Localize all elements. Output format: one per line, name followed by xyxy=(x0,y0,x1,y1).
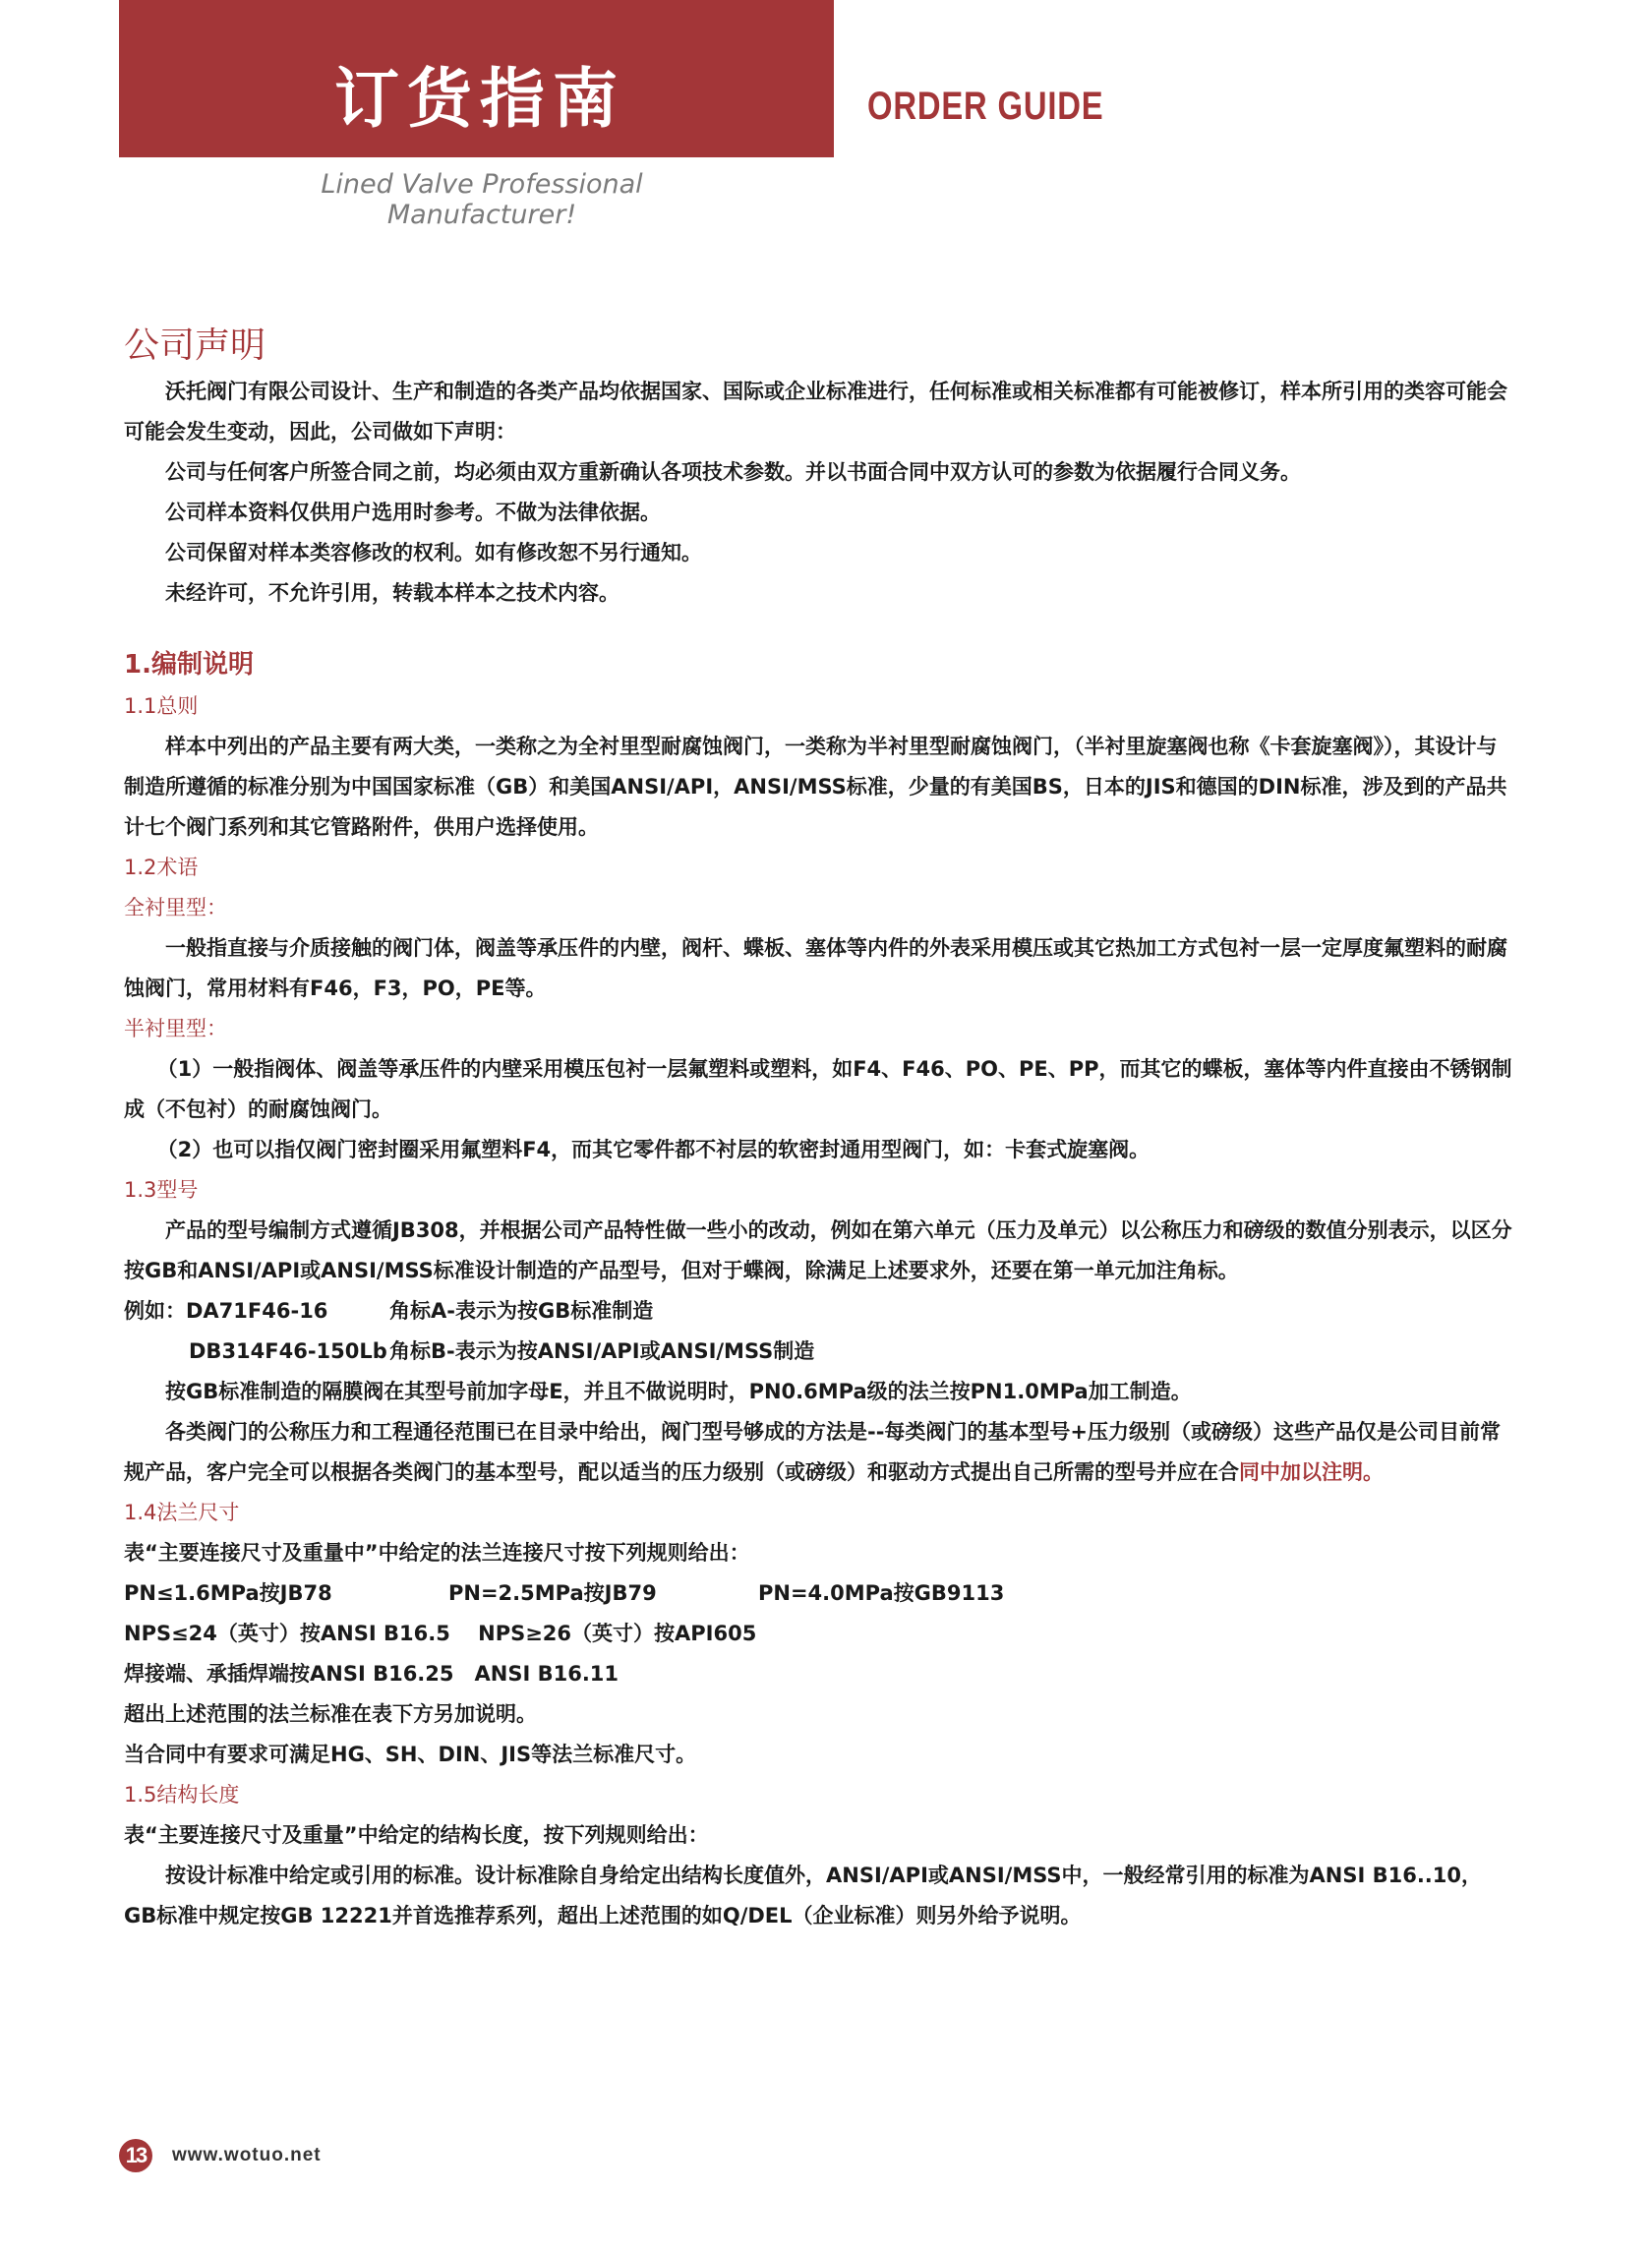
paragraph: 按GB标准制造的隔膜阀在其型号前加字母E，并且不做说明时，PN0.6MPa级的法兰按PN1.0MPa加工制造。 xyxy=(165,1380,1192,1403)
paragraph: 样本中列出的产品主要有两大类，一类称之为全衬里型耐腐蚀阀门，一类称为半衬里型耐腐蚀阀门，（半衬里旋塞阀也称《卡套旋塞阀》），其设计与制造所遵循的标准分别为中国国家标准（GB）和美国ANSI/API，ANSI/MSS标准，少量的有美国BS，日本的JIS和德国的DIN标准，涉及到的产品共计七个阀门系列和其它管路附件，供用户选择使用。 xyxy=(124,735,1507,839)
flange-rule: 当合同中有要求可满足HG、SH、DIN、JIS等法兰标准尺寸。 xyxy=(124,1743,697,1766)
paragraph: 表“主要连接尺寸及重量中”中给定的法兰连接尺寸按下列规则给出： xyxy=(124,1541,750,1565)
slogan xyxy=(295,169,669,230)
statement-paragraph: 公司与任何客户所签合同之前，均必须由双方重新确认各项技术参数。并以书面合同中双方认可的参数为依据履行合同义务。 xyxy=(165,460,1301,484)
example-line xyxy=(124,1291,1512,1332)
subsection-title: 1.4法兰尺寸 xyxy=(124,1501,240,1524)
page-title-english: ORDER GUIDE xyxy=(867,85,1104,128)
flange-rule: 焊接端、承插焊端按ANSI B16.25 ANSI B16.11 xyxy=(124,1662,620,1686)
page-title: 订货指南 xyxy=(334,61,625,137)
example-desc: 角标A-表示为按GB标准制造 xyxy=(389,1299,654,1323)
paragraph: 产品的型号编制方式遵循JB308，并根据公司产品特性做一些小的改动，例如在第六单元（压力及单元）以公称压力和磅级的数值分别表示，以区分按GB和ANSI/API或ANSI/MSS标准设计制造的产品型号，但对于蝶阀，除满足上述要求外，还要在第一单元加注角标。 xyxy=(124,1218,1512,1282)
section-heading: 1.编制说明 xyxy=(124,650,254,680)
statement-paragraph: 公司样本资料仅供用户选用时参考。不做为法律依据。 xyxy=(165,501,661,524)
subsection-title: 1.3型号 xyxy=(124,1178,199,1202)
paragraph-text: 各类阀门的公称压力和工程通径范围已在目录中给出，阀门型号够成的方法是--每类阀门的基本型号+压力级别（或磅级）这些产品仅是公司目前常规产品，客户完全可以根据各类阀门的基本型号，配以适当的压力级别（或磅级）和驱动方式提出自己所需的型号并应在合 xyxy=(124,1420,1502,1484)
statement-paragraph: 沃托阀门有限公司设计、生产和制造的各类产品均依据国家、国际或企业标准进行，任何标准或相关标准都有可能被修订，样本所引用的类容可能会可能会发生变动，因此，公司做如下声明： xyxy=(124,380,1507,444)
example-code: 例如：DA71F46-16 xyxy=(124,1299,328,1323)
flange-rule-row xyxy=(124,1573,1512,1614)
paragraph: （1）一般指阀体、阀盖等承压件的内壁采用模压包衬一层氟塑料或塑料，如F4、F46、PO、PE、PP，而其它的蝶板，塞体等内件直接由不锈钢制成（不包衬）的耐腐蚀阀门。 xyxy=(124,1057,1512,1121)
paragraph: 按设计标准中给定或引用的标准。设计标准除自身给定出结构长度值外，ANSI/API或ANSI/MSS中，一般经常引用的标准为ANSI B16..10，GB标准中规定按GB 12221并首选推荐系列，超出上述范围的如Q/DEL（企业标准）则另外给予说明。 xyxy=(124,1864,1483,1927)
example-desc: 角标B-表示为按ANSI/API或ANSI/MSS制造 xyxy=(389,1339,815,1363)
paragraph: 一般指直接与介质接触的阀门体，阀盖等承压件的内壁，阀杆、蝶板、塞体等内件的外表采用模压或其它热加工方式包衬一层一定厚度氟塑料的耐腐蚀阀门，常用材料有F46，F3，PO，PE等。 xyxy=(124,936,1507,1000)
slogan-line-2: Manufacturer! xyxy=(386,200,577,230)
page-number: 13 xyxy=(119,2139,152,2172)
paragraph: （2）也可以指仅阀门密封圈采用氟塑料F4，而其它零件都不衬层的软密封通用型阀门，如：卡套式旋塞阀。 xyxy=(156,1138,1150,1161)
flange-rule: PN≤1.6MPa按JB78 xyxy=(124,1581,332,1605)
document-body xyxy=(124,325,1512,1936)
subsection-title: 1.5结构长度 xyxy=(124,1783,240,1807)
slogan-line-1: Lined Valve Professional xyxy=(321,169,643,200)
statement-paragraph: 公司保留对样本类容修改的权利。如有修改恕不另行通知。 xyxy=(165,541,702,564)
flange-rule: 超出上述范围的法兰标准在表下方另加说明。 xyxy=(124,1702,537,1726)
website-link[interactable]: www.wotuo.net xyxy=(172,2145,322,2165)
paragraph xyxy=(124,1412,1512,1493)
paragraph-text-highlight: 同中加以注明。 xyxy=(1239,1460,1384,1484)
subsection-title: 1.1总则 xyxy=(124,694,199,718)
subsection-title: 1.2术语 xyxy=(124,856,199,879)
term-label: 半衬里型： xyxy=(124,1017,227,1040)
paragraph: 表“主要连接尺寸及重量”中给定的结构长度，按下列规则给出： xyxy=(124,1823,709,1847)
example-code: DB314F46-150Lb xyxy=(189,1339,387,1363)
flange-rule: PN=2.5MPa按JB79 xyxy=(448,1581,657,1605)
term-label: 全衬里型： xyxy=(124,896,227,919)
flange-rule: NPS≤24（英寸）按ANSI B16.5 NPS≥26（英寸）按API605 xyxy=(124,1622,757,1645)
example-line xyxy=(124,1332,1512,1372)
flange-rule: PN=4.0MPa按GB9113 xyxy=(758,1581,1005,1605)
statement-paragraph: 未经许可，不允许引用，转载本样本之技术内容。 xyxy=(165,581,620,605)
statement-heading: 公司声明 xyxy=(124,326,266,366)
footer xyxy=(119,2138,322,2173)
